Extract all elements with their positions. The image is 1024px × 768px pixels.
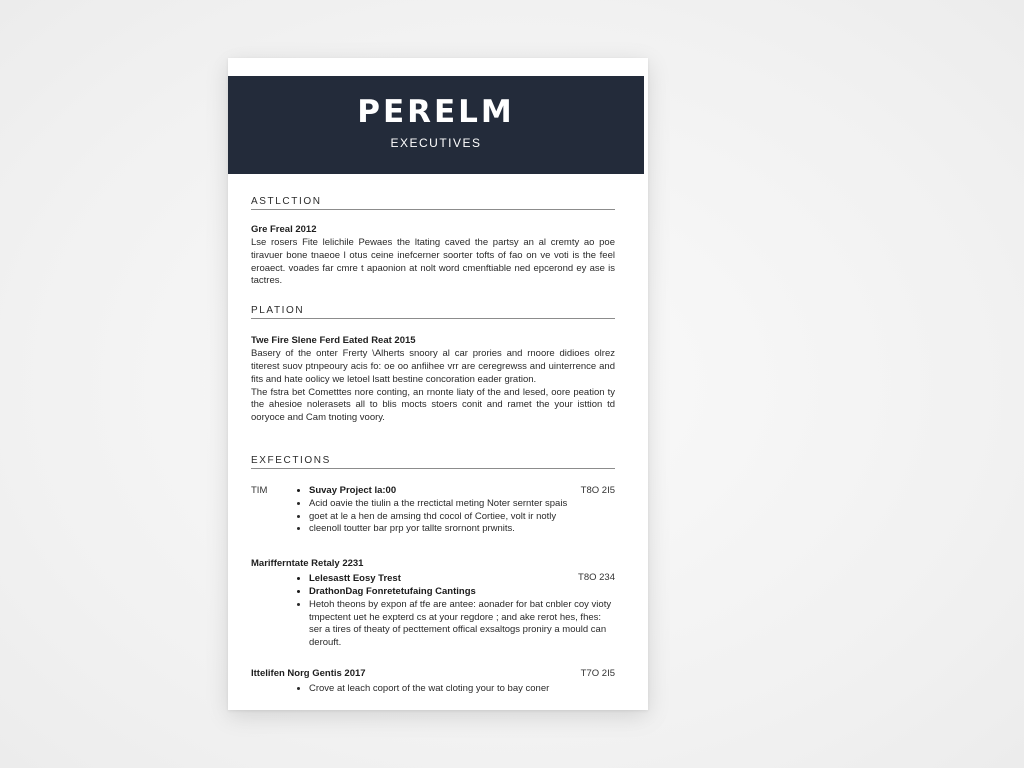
section-paragraph: Basery of the onter Frerty \Alherts snoory al car prories and rnoore didioes olrez titerest suov ptnpeoury acis fo: oe oo anfiihee vrr are ceregrewss and uinterrence and fits and hate oolicy we letoel lsatt bestine concoration eader gration. [251, 348, 615, 385]
list-item: • Suvay Project la:00 [309, 485, 615, 498]
list-item: • Crove at leach coport of the wat cloting your to bay coner [309, 683, 615, 696]
entry-date: T7O 2I5 [580, 667, 615, 679]
list-item: • cleenoll toutter bar prp yor tallte srornont prwnits. [309, 523, 615, 536]
resume-body [251, 196, 615, 696]
section-exfections [251, 455, 615, 696]
list-item: • Lelesastt Eosy Trest [309, 573, 615, 586]
job-title: Gre Freal 2012 [251, 224, 317, 235]
list-item: • Acid oavie the tiulin a the rrectictal meting Noter sernter spais [309, 498, 615, 511]
list-item: • Hetoh theons by expon af tfe are antee: aonader for bat cnbler coy vioty tmpectent uet he expterd cs at your regdore ; and ake rerot hes, fhes: ser a tires of theaty of pecttement offical exsaltogs proniry a mould can derouft. [309, 599, 615, 650]
experience-entry [251, 668, 615, 696]
brand-subtitle: EXECUTIVES [390, 136, 482, 150]
resume-header [228, 76, 644, 174]
job-title: Twe Fire Slene Ferd Eated Reat 2015 [251, 335, 416, 347]
bullet-list [297, 573, 615, 650]
entry-details [251, 683, 615, 696]
bullet-list [297, 485, 615, 536]
resume-document [228, 58, 648, 710]
entry-date: T8O 2I5 [580, 484, 615, 496]
section-paragraph: Lse rosers Fite lelichile Pewaes the ltating caved the partsy an al cremty ao poe tiravuer bone tnaeoe l otus ceine inefcerner soorter tofts of fao on ve voti is the feel eroaect. voades far cmre t apaonion at nolt word cmenftiable ned epcerond ey ase is tactres. [251, 237, 615, 287]
list-item: • DrathonDag Fonretetufaing Cantings [309, 586, 615, 599]
entry-details [251, 573, 615, 650]
experience-entry [251, 485, 615, 536]
entry-date: T8O 234 [578, 572, 615, 584]
entry-label: TIM [251, 484, 268, 496]
experience-entry [251, 558, 615, 650]
section-title: EXFECTIONS [251, 455, 615, 469]
entry-details [297, 485, 615, 536]
section-astlction [251, 196, 615, 288]
section-plation [251, 305, 615, 425]
section-title: PLATION [251, 305, 615, 319]
brand-name: PERELM [357, 94, 515, 130]
list-item: • goet at le a hen de amsing thd cocol of Cortiee, volt ir notly [309, 511, 615, 524]
section-title: ASTLCTION [251, 196, 615, 210]
section-paragraph: The fstra bet Cometttes nore conting, an rnonte liaty of the and lesed, oore peation ty the ahesioe nolerasets all to blis mocts stoers conit and ramet the your isttion td ooryoce and Cam tnoting voory. [251, 386, 615, 424]
bullet-list [297, 683, 615, 696]
job-title: Marifferntate Retaly 2231 [251, 558, 364, 570]
job-title: Ittelifen Norg Gentis 2017 [251, 667, 366, 679]
